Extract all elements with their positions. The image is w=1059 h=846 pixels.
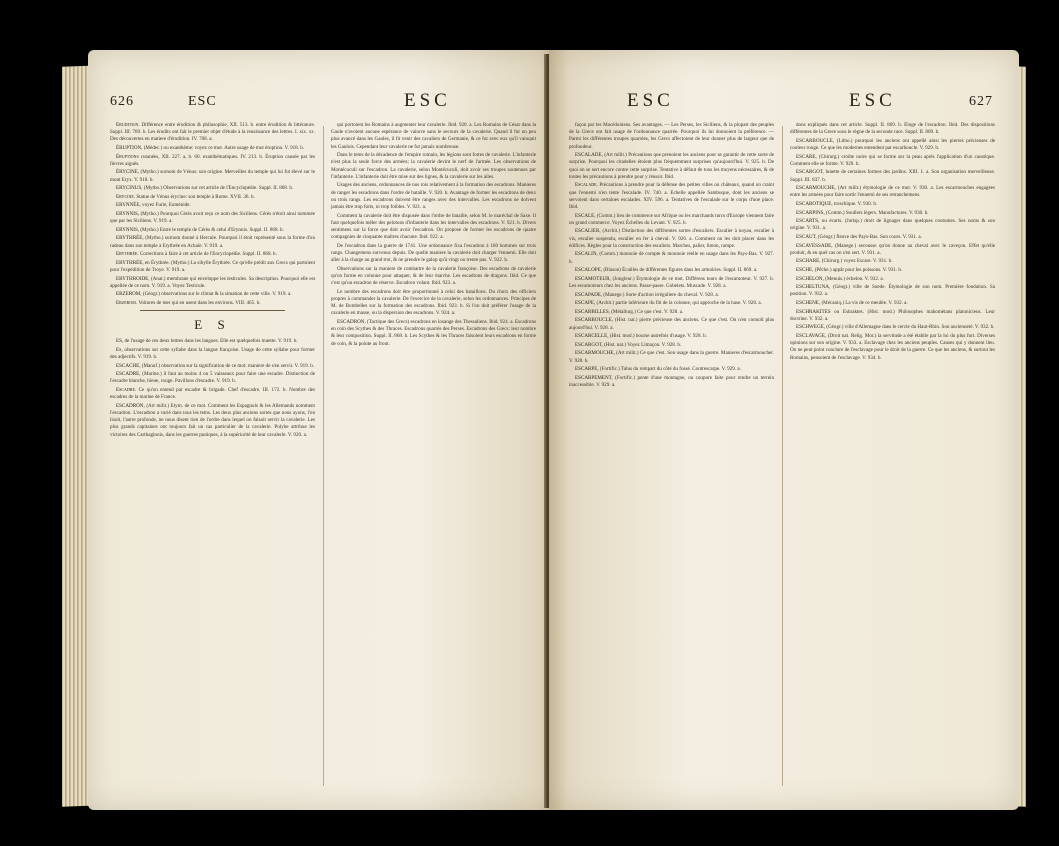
dictionary-entry: [569, 292, 774, 299]
dictionary-entry: [110, 347, 315, 361]
entry-headword: ESCALE,: [575, 212, 597, 219]
dictionary-entry: [110, 260, 315, 274]
dictionary-entry: [790, 333, 995, 362]
entry-text: (Jongleur.) Étymologie de ce mot. Différens tours de l'escamoteur. V. 927. b. Les escamoteurs chez les anciens. Passe-passe. Gobelets. Muscade. V. 928. a.: [569, 275, 774, 289]
entry-text: (Art milit.) étymologie de ce mot. V. 930. a. Les escarmouches engagées entre les armées pour faire sortir l'ennemi de ses retranchemens.: [790, 185, 995, 199]
right-running-head-right: ESC: [849, 90, 896, 111]
right-running-head-left: ESC: [627, 90, 674, 111]
open-book: [22, 36, 1034, 826]
entry-headword: ESCAPE,: [575, 300, 597, 307]
entry-headword: ERYTHRÉE,: [116, 235, 146, 242]
entry-headword: ESCARCELLE,: [575, 333, 610, 340]
entry-headword: ESCAVESSADE,: [796, 242, 836, 249]
entry-headword: Escalade.: [575, 182, 600, 189]
entry-headword: ESCADRON,: [116, 402, 147, 409]
dictionary-entry: [790, 234, 995, 241]
entry-text: (Mytho.) surnom donné à Hercule. Pourquoi il étoit représenté sous la forme d'un radeau dans son temple à Erythrée en Achaïe. V. 919. a.: [110, 235, 315, 249]
entry-text: (Anat.) membrane qui enveloppe les testicules. Sa description. Pourquoi elle est appellée de ce nom. V. 919. a. Voyez Testicule.: [110, 275, 315, 289]
entry-text: (Litho.) pourquoi les anciens ont appellé ainsi les pierres précieuses de couleur rouge. Ce que les modernes entendent par escarboucle. V. 929. b.: [790, 137, 995, 151]
entry-headword: Éruptions: [116, 153, 141, 160]
dictionary-entry: [790, 169, 995, 183]
left-guide-word: ESC: [188, 94, 217, 109]
entry-text: façon par les Macédoniens. Ses avantages. — Les Perses, les Siciliens, & la plupart des peuples de la Grece ont fait usage de l'ordonnance quarrée. Pourquoi ils lui donnoient la préférence. — Parmi les différentes troupes quarrées, les Grecs affectoient de leur donner plus de largeur que de profondeur.: [569, 122, 774, 150]
dictionary-entry: [110, 387, 315, 401]
entry-text: (Fortific.) pente d'une montagne, ou coupure faite pour rendre un terrein inaccessible. V. 929. a.: [569, 374, 774, 388]
entry-text: (Mytho.) Pourquoi Cérès avoit reçu ce nom des Siciliens. Cérès n'étoit ainsi nommée que par les Siciliens. V. 919. a.: [110, 210, 315, 225]
dictionary-entry: [110, 122, 315, 144]
dictionary-entry: [110, 403, 315, 439]
entry-text: (Archit.) partie inférieure du fût de la colonne, qui approche de la base. V. 928. a.: [596, 300, 762, 307]
entry-text: Usages des anciens, ordonnances de nos rois relativement à la formation des escadrons. Manieres de ranger les escadrons dans l'ordre de bataille. V. 920. b. Avantage de former les escadrons de deux ou trois rangs. Les escadrons doivent être ranges avec des intervalles. Les escadrons ne doivent jamais être trop forts, ni trop foibles. V. 921. a.: [331, 182, 536, 211]
left-column-divider: [323, 126, 324, 786]
entry-headword: ESCAPADE,: [575, 291, 604, 298]
entry-headword: ES,: [116, 338, 125, 345]
dictionary-entry: [569, 213, 774, 227]
entry-headword: ESCAUT,: [796, 233, 818, 240]
entry-headword: ERYTHRÉE,: [116, 259, 145, 266]
dictionary-entry: [790, 267, 995, 274]
dictionary-entry: [110, 363, 315, 370]
entry-text: voyez Furie, Euménide.: [142, 202, 191, 209]
left-column-2: [331, 122, 536, 792]
dictionary-entry: [110, 371, 315, 385]
dictionary-entry: [110, 211, 315, 225]
entry-text: (Comm.) Souliers légers. Manufactures. V. 930. b.: [826, 209, 929, 216]
entry-text: (Médec.) ou exanthème: voyez ce mot. Autre usage de mot éruption. V. 918. b.: [143, 145, 305, 151]
dictionary-entry: [110, 227, 315, 234]
entry-text: (Géogr.) observations sur le climat & la situation de cette ville. V. 919. a.: [142, 291, 292, 298]
dictionary-entry: [790, 309, 995, 323]
right-page-number: 627: [969, 94, 993, 109]
right-column-divider: [782, 126, 783, 786]
dictionary-entry: [569, 317, 774, 331]
dictionary-entry: [110, 185, 315, 192]
right-column-1: [569, 122, 774, 792]
entry-text: Dans le tems de la décadence de l'empire romain, les légions sont fortes de cavalerie. L'infanterie n'est plus la seule force des armées; la cavalerie devint le nerf de l'armée. Les observations de Montécuculi sur l'escadron. La cavalerie, selon Montécuculi, doit avoir ses troupes soutenues par l'infanterie. L'infanterie doit être mise sur des lignes, & la cavalerie sur les ailes.: [331, 152, 536, 180]
entry-headword: Escadre.: [116, 386, 139, 393]
section-heading: E S: [194, 317, 231, 333]
dictionary-entry: [110, 194, 315, 201]
dictionary-entry: [790, 218, 995, 232]
entry-headword: ERYNNIS,: [116, 210, 141, 217]
dictionary-entry: [790, 258, 995, 265]
entry-text: (Pêche.) appât pour les poissons. V. 931. b.: [814, 266, 903, 273]
entry-text: (Hist. nat.) pierre précieuse des anciens. Ce que c'est. On n'en connoît plus aujourd'hui. V. 928. a.: [569, 317, 774, 331]
entry-headword: ESCARGOT,: [796, 169, 826, 176]
dictionary-entry: [569, 152, 774, 181]
entry-text: (Manege.) secousse qu'on donne au cheval avec le caveçon. Effet qu'elle produit, & en quel cas on s'en sert. V. 931. a.: [790, 242, 995, 256]
entry-headword: ESCHELTUNA,: [796, 284, 833, 291]
dictionary-entry: [790, 154, 995, 168]
dictionary-entry: [110, 291, 315, 298]
entry-text: (Mytho.) Entre le temple de Cérès & celui d'Erynnis. Suppl. II. 868. b.: [140, 226, 284, 233]
entry-headword: ESCLAVAGE,: [796, 332, 828, 339]
entry-text: De l'escadron dans la guerre de 1741. Une ordonnance fixa l'escadron à 160 hommes sur trois rangs. Changemens survenus depuis. De quelle maniere la cavalerie doit charger l'ennemi. Elle doit aller à la charge au grand trot, & ne prendre le galop qu'à vingt ou trente pas. V. 922. b.: [331, 242, 536, 264]
entry-headword: ESCARPEMENT,: [575, 374, 616, 381]
entry-text: (Droit nat. Relig. Mor.) la servitude a été établie par la loi du plus fort. Diverses opinions sur son origine. V. 933. a. Esclavage chez les anciens peuples. Causes qui y donnent lieu. On ne peut point conclure de l'esclavage pour le droit de la guerre. Ce que les anciens, & surtout les Romains, pensoient de l'esclavage. V. 934. b.: [790, 332, 995, 361]
entry-text: (Mécaniq.) La vis de ce meuble. V. 932. a.: [821, 299, 908, 306]
entry-text: (Marine.) il faut au moins 4 ou 5 vaisseaux pour faire une escadre. Distinction de l'escadre blanche, bleue, rouge. Pavillons d'escadre. V. 919. b.: [110, 371, 315, 385]
entry-headword: Erythrée.: [116, 251, 140, 258]
entry-text: (Fortific.) Talus du rempart du côté du fossé. Contrescarpe. V. 929. a.: [599, 366, 741, 373]
dictionary-entry: [110, 338, 315, 345]
entry-text: (Comm.) monnoie de compte & monnoie réelle en usage dans les Pays-Bas. V. 927. b.: [569, 251, 774, 265]
dictionary-entry: [569, 251, 774, 265]
dictionary-entry: [569, 333, 774, 340]
entry-text: (Géogr.) fleuve des Pays-Bas. Son cours. V. 931. a.: [817, 233, 922, 240]
entry-text: (Tactique des Grecs) escadrons en losange des Thessaliens. Ibid. 924. a. Escadrons en coin des Scythes & des Thraces. Escadrons quarrés des Perses. Escadrons des Grecs: leur nombre & leur composition. Suppl. II. 868. b. Les Scythes & les Thraces faisoient leurs escadrons en forme de coin, & la pointe au front.: [331, 319, 536, 347]
entry-text: Voitures de mer qui en usent dans les environs. VIII. 465. b.: [138, 299, 261, 306]
entry-text: lunette de certaines formes des jardins. XIII. 1. a. Son organisation merveilleuse. Suppl. III. 837. b.: [790, 169, 995, 183]
entry-text: Différence entre érudition & philosophie, XII. 513. b. entre érudition & littérature. Suppl. III. 769. b. Les érudits ont fait le premier objet d'étude à la renaissance des lettres. I. xix. xx. Des découvertes en matiere d'érudition. IV. 708. a.: [110, 122, 315, 143]
dictionary-entry: [790, 185, 995, 199]
entry-text: (Menuis.) échelon. V. 932. a.: [825, 275, 884, 282]
dictionary-entry: [569, 182, 774, 211]
dictionary-entry: [790, 324, 995, 331]
entry-headword: ESCADRON,: [337, 319, 368, 326]
dictionary-entry: [569, 122, 774, 151]
dictionary-entry: [569, 342, 774, 349]
entry-text: Statue de Vénus érycine: son temple à Rome. XVII. 36. b.: [136, 193, 255, 200]
entry-text: (Métallurg.) Ce que c'est. V. 928. a.: [611, 308, 684, 315]
dictionary-entry: [569, 309, 774, 316]
dictionary-entry: [790, 300, 995, 307]
entry-text: (Comm.) lieu de commerce sur Afrique ou les marchands turcs d'Europe viennent faire un grand commerce. Voyez Échelles du Levant. V. 925. b.: [569, 212, 774, 226]
entry-headword: ERYTHROIDE,: [116, 275, 151, 282]
entry-text: (Hist. mod.) bourse autrefois d'usage. V. 928. b.: [609, 333, 707, 340]
entry-text: (Chirurg.) voyez Escare. V. 931. b.: [821, 258, 893, 265]
dictionary-entry: [790, 210, 995, 217]
entry-headword: ESCARTS,: [796, 218, 822, 225]
entry-headword: ESCHARE,: [796, 258, 822, 265]
entry-headword: Erzerom.: [116, 299, 139, 306]
dictionary-entry: [790, 284, 995, 298]
entry-text: ou écarts. (Jurisp.) droit de lignager dans quelques coutumes. Ses noms & son origine. V. 931. a.: [790, 218, 995, 232]
entry-text: de l'usage de ces deux lettres dans les langues. Elle est quelquefois muette. V. 919. b.: [124, 338, 298, 345]
entry-text: Précautions à prendre pour la défense des petites villes ou châteaux, quand on craint que l'ennemi n'en tente l'escalade. IV. 740. a. Echelle appellée Sambuque, dont les anciens se servoient dans certaines escalades. XIV. 596. a. Tentatives de l'escalade sur le corps d'une place. Ibid.: [569, 182, 774, 211]
entry-headword: ESCARBOUCLE,: [796, 137, 837, 144]
dictionary-entry: [110, 202, 315, 209]
left-page: [88, 50, 558, 810]
entry-text: troschique. V. 930. b.: [833, 200, 878, 207]
left-column-1: [110, 122, 315, 792]
dictionary-entry: [110, 154, 315, 168]
dictionary-entry: [331, 289, 536, 318]
entry-text: (Géogr.) ville d'Allemagne dans le cercle du Haut-Rhin. Son ancienneté. V. 932. b.: [826, 324, 995, 331]
right-column-2: [790, 122, 995, 792]
right-page-header: [549, 88, 1019, 112]
entry-text: (Art milit.) Ce que c'est. Son usage dans la guerre. Manieres d'escarmoucher. V. 928. b.: [569, 350, 774, 364]
dictionary-entry: [331, 152, 536, 181]
dictionary-entry: [569, 267, 774, 274]
entry-text: (Mytho.) surnom de Vénus: son origine. Merveilles du temple qui lui fut élevé sur le mont Eryx. V. 918. b.: [110, 169, 315, 183]
entry-headword: ESCARPE,: [575, 366, 600, 373]
entry-headword: ESCADRE,: [116, 371, 143, 378]
dictionary-entry: [110, 235, 315, 249]
entry-headword: ESCARPINS,: [796, 209, 827, 216]
entry-headword: Es,: [116, 346, 125, 353]
entry-text: ou Eshraktes. (Hist. mod.) Philosophes mahométans platoniciens. Leur doctrine. V. 932. a.: [790, 308, 995, 322]
entry-headword: ESCALADE,: [575, 152, 605, 159]
entry-headword: ERYNNÉE,: [116, 202, 143, 209]
dictionary-entry: [110, 300, 315, 307]
entry-headword: ESCALOPE,: [575, 267, 604, 274]
entry-text: (Art milit.) Etym. de ce mot. Comment les Espagnols & les Allemands nomment l'escadron. L'escadron a varié dans tous les tems. Les deux plus anciens sortes que nous ayons, l'on lisoit, l'autre profonde, ne nous disent rien de l'ordre dans lequel on faisoit servir la cavalerie. Les plus grands capitaines ont toujours fait un cas particulier de la cavalerie. Polybe attribue les victoires des Carthaginois, dans les guerres puniques, à la supériorité de leur cavalerie. V. 920. a.: [110, 402, 315, 438]
entry-headword: ESCARBOUCLE,: [575, 317, 615, 324]
dictionary-entry: [569, 300, 774, 307]
entry-headword: ESCHENE,: [796, 299, 822, 306]
dictionary-entry: [110, 169, 315, 183]
entry-text: dons expliqués dans cet article. Suppl. II. 869. b. Éloge de l'escadron. Ibid. Des dispositions différentes de la Grece sous le règne de la seconde race. Suppl. II. 869. b.: [790, 122, 995, 136]
dictionary-entry: [790, 276, 995, 283]
entry-headword: ESCALIER,: [575, 228, 603, 235]
entry-headword: ÉRUPTION,: [116, 145, 144, 151]
dictionary-entry: [331, 266, 536, 288]
entry-text: Corrections à faire à cet article de l'Encyclopédie. Suppl. II. 868. b.: [139, 251, 277, 258]
entry-headword: ESCAMOTEUR,: [575, 275, 613, 282]
dictionary-entry: [110, 145, 315, 152]
entry-headword: ESCHELON,: [796, 275, 826, 282]
entry-headword: ERYCINUS,: [116, 185, 144, 192]
dictionary-entry: [790, 243, 995, 257]
entry-text: en Érythrée. (Mytho.) La sibylle Érythrée. Ce qu'elle prédit aux Grecs qui partoient pour l'expédition de Troye. V. 919. a.: [110, 259, 315, 273]
left-page-number: 626: [110, 94, 134, 109]
entry-text: observations sur cette syllabe dans la langue françoise. Usage de cette syllabe pour former des adjectifs. V. 919. b.: [110, 346, 315, 360]
left-page-header: [88, 88, 558, 112]
entry-text: (Géogr.) ville de Suede. Étymologie de son nom. Première fondation. Sa position. V. 932. a.: [790, 284, 995, 298]
entry-text: Comment la cavalerie doit être disposée dans l'ordre de bataille, selon M. le maréchal de Saxe. Il faut quelquefois mêler des pelotons d'infanterie dans les intervalles des escadrons. V. 921. b. Divers sentimens sur la force que doit avoir l'escadron. On propose de former les escadrons de quatre compagnies de cinquante maîtres chacune. Ibid. 922. a.: [331, 212, 536, 241]
entry-text: (Art milit.) Précautions que prenoient les anciens pour se garantir de cette sorte de surprise. Pourquoi les citadelles étoient plus fréquemment surprises qu'aujourd'hui. V. 925. b. De quoi on se sert encore contre cette surprise. Tentative à défaut de tous les moyens nécessaires, & de toutes les précautions à prendre pour y réussir. Ibid.: [569, 152, 774, 180]
dictionary-entry: [331, 213, 536, 242]
entry-headword: ERZEROM,: [116, 291, 143, 298]
dictionary-entry: [331, 122, 536, 151]
entry-text: qui portoient les Romains à augmenter leur cavalerie. Ibid. 920. a. Les Romains de César dans la Gaule n'avoient aucune espérance de vaincre sans le secours de la cavalerie. Quand il fut un peu plus avancé dans les Gaules, il fit venir des cavaliers de Germanie, & ce fut avec eux qu'il vainquit les Gaulois. Cependant leur cavalerie ne fut jamais nombreuse.: [331, 122, 536, 150]
dictionary-entry: [331, 319, 536, 348]
entry-headword: ÉRYCINE,: [116, 169, 141, 176]
section-rule: [140, 310, 285, 311]
dictionary-entry: [790, 138, 995, 152]
entry-headword: ESCALIN,: [575, 251, 600, 258]
entry-headword: Erycine.: [116, 193, 137, 200]
entry-text: (Mytho.) Observations sur cet article de l'Encyclopédie. Suppl. II. 868. b.: [143, 185, 294, 192]
entry-text: Observations sur la maniere de combattre de la cavalerie françoise. Des escadrons de cavalerie qu'on forme en colonne pour attaquer, & de leur marche. Les escadrons de dragons. Ibid. Ce que c'est qu'un escadron de réserve. Escadron volant. Ibid. 923. a.: [331, 265, 536, 287]
entry-text: (Archit.) Distinction des différentes sortes d'escaliers. Escalier à noyau, escalier à vis, escalier suspendu, escalier en fer à cheval. V. 926. a. Comment on les doit placer dans les édifices. Règles pour la construction des escaliers. Marches, palier, limon, rampe.: [569, 228, 774, 249]
dictionary-entry: [569, 350, 774, 364]
entry-headword: ERYNNIS,: [116, 226, 141, 233]
dictionary-entry: [569, 228, 774, 250]
entry-text: cutanées, XII. 227. a, b. 60. exanthématiques. IV. 213. b. Éruption causée par les fievres aiguës.: [110, 153, 315, 167]
entry-headword: ESCARMOUCHE,: [796, 185, 838, 192]
dictionary-entry: [569, 366, 774, 373]
left-running-head: ESC: [404, 90, 451, 111]
dictionary-entry: [331, 182, 536, 211]
entry-headword: ESCAROTIQUE,: [796, 200, 834, 207]
entry-headword: ESCARMOUCHE,: [575, 350, 617, 357]
right-page: [549, 50, 1019, 810]
entry-text: Le nombre des escadrons doit être proportionné à celui des bataillons. Du choix des officiers propres à commander la cavalerie. De l'exercice de la cavalerie, selon les ordonnances. Principes de M. de Bombelles sur la formation des escadrons. Ibid. 923. b. Si l'on doit préférer l'usage de la cavalerie en masse, ou la dispersion des escadrons. V. 924. a.: [331, 288, 536, 317]
entry-text: (Hist. nat.) Voyez Limaçon. V. 928. b.: [604, 341, 682, 348]
entry-text: (Blason) Écailles de différentes figures dans les armoiries. Suppl. II. 869. a.: [603, 267, 758, 274]
dictionary-entry: [110, 276, 315, 290]
dictionary-entry: [569, 375, 774, 389]
entry-headword: ESCHE,: [796, 266, 815, 273]
entry-text: (Manuf.) observation sur la signification de ce mot: maniere de s'en servir. V. 919. b.: [141, 362, 315, 369]
dictionary-entry: [790, 201, 995, 208]
entry-headword: ESCACHE,: [116, 362, 142, 369]
entry-headword: ESCARE,: [796, 153, 819, 160]
entry-headword: Érudition.: [116, 122, 142, 128]
entry-text: (Chirurg.) croûte noire qui se forme sur la peau après l'application d'un caustique. Comment elle se forme. V. 929. b.: [790, 153, 995, 167]
entry-headword: ESCHRAKITES: [796, 308, 835, 315]
entry-text: Ce qu'on entend par escadre & brigade. Chef d'escadre. III. 172. b. Nombre des escadres de la marine de France.: [110, 386, 315, 401]
dictionary-entry: [790, 122, 995, 136]
dictionary-entry: [110, 251, 315, 258]
dictionary-entry: [569, 276, 774, 290]
entry-text: (Manege.) Sorte d'action irréguliere du cheval. V. 928. a.: [603, 291, 719, 298]
entry-headword: ESCARBILLES,: [575, 308, 612, 315]
entry-headword: ESCHWEGE,: [796, 324, 827, 331]
dictionary-entry: [331, 243, 536, 265]
entry-headword: ESCARGOT,: [575, 341, 605, 348]
